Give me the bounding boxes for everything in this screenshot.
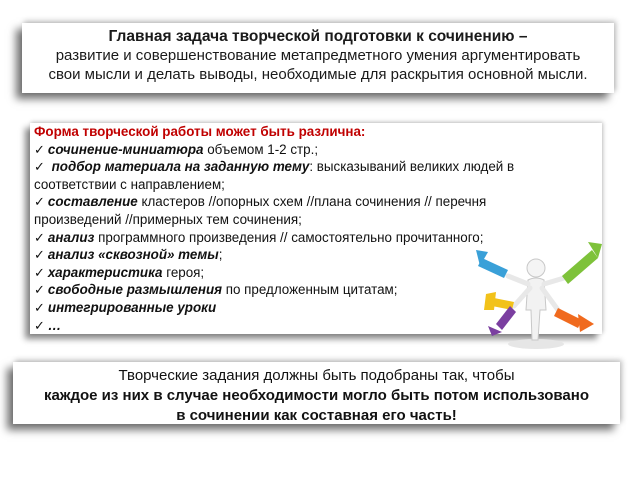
checkmark-icon: ✓ (34, 247, 45, 263)
list-item: ✓ составление кластеров //опорных схем //плана сочинения // перечня (34, 194, 487, 210)
arrow-green-icon (562, 242, 602, 284)
checkmark-icon: ✓ (34, 264, 45, 280)
creative-tasks-line-2: каждое из них в случае необходимости могло быть потом использовано (44, 387, 589, 404)
list-item: ✓ анализ программного произведения // самостоятельно прочитанного; (34, 229, 484, 245)
arrow-purple-icon (488, 306, 516, 336)
creative-tasks-line-1: Творческие задания должны быть подобраны так, чтобы (118, 367, 515, 384)
person-figure-icon (508, 259, 564, 349)
checkmark-icon: ✓ (34, 141, 45, 157)
figure-with-arrows-illustration (474, 240, 604, 352)
list-item: ✓ анализ «сквозной» темы; (34, 247, 223, 263)
main-task-box (22, 23, 614, 93)
creative-tasks-line-3: в сочинении как составная его часть! (176, 407, 457, 424)
checkmark-icon: ✓ (34, 194, 45, 210)
creative-tasks-box (13, 362, 620, 424)
list-item: ✓ сочинение-миниатюра объемом 1-2 стр.; (34, 141, 319, 157)
list-item-continuation: соответствии с направлением; (34, 176, 225, 192)
checkmark-icon: ✓ (34, 229, 45, 245)
checkmark-icon: ✓ (34, 317, 45, 333)
checkmark-icon: ✓ (34, 159, 45, 175)
work-forms-heading: Форма творческой работы может быть различна: (34, 124, 366, 139)
list-item: ✓ свободные размышления по предложенным цитатам; (34, 282, 398, 298)
list-item: ✓ подбор материала на заданную тему: высказываний великих людей в (34, 159, 515, 175)
list-item: ✓ характеристика героя; (34, 264, 205, 280)
list-item-continuation: произведений //примерных тем сочинения; (34, 211, 302, 227)
main-task-line-3: свои мысли и делать выводы, необходимые для раскрытия основной мысли. (48, 66, 588, 83)
arrow-blue-icon (476, 250, 508, 278)
checkmark-icon: ✓ (34, 299, 45, 315)
checkmark-icon: ✓ (34, 282, 45, 298)
main-task-title: Главная задача творческой подготовки к сочинению – (108, 28, 528, 45)
main-task-line-2: развитие и совершенствование метапредметного умения аргументировать (55, 47, 581, 64)
list-item: ✓ … (34, 317, 62, 333)
arrow-orange-icon (554, 308, 594, 332)
list-item: ✓ интегрированные уроки (34, 299, 217, 315)
